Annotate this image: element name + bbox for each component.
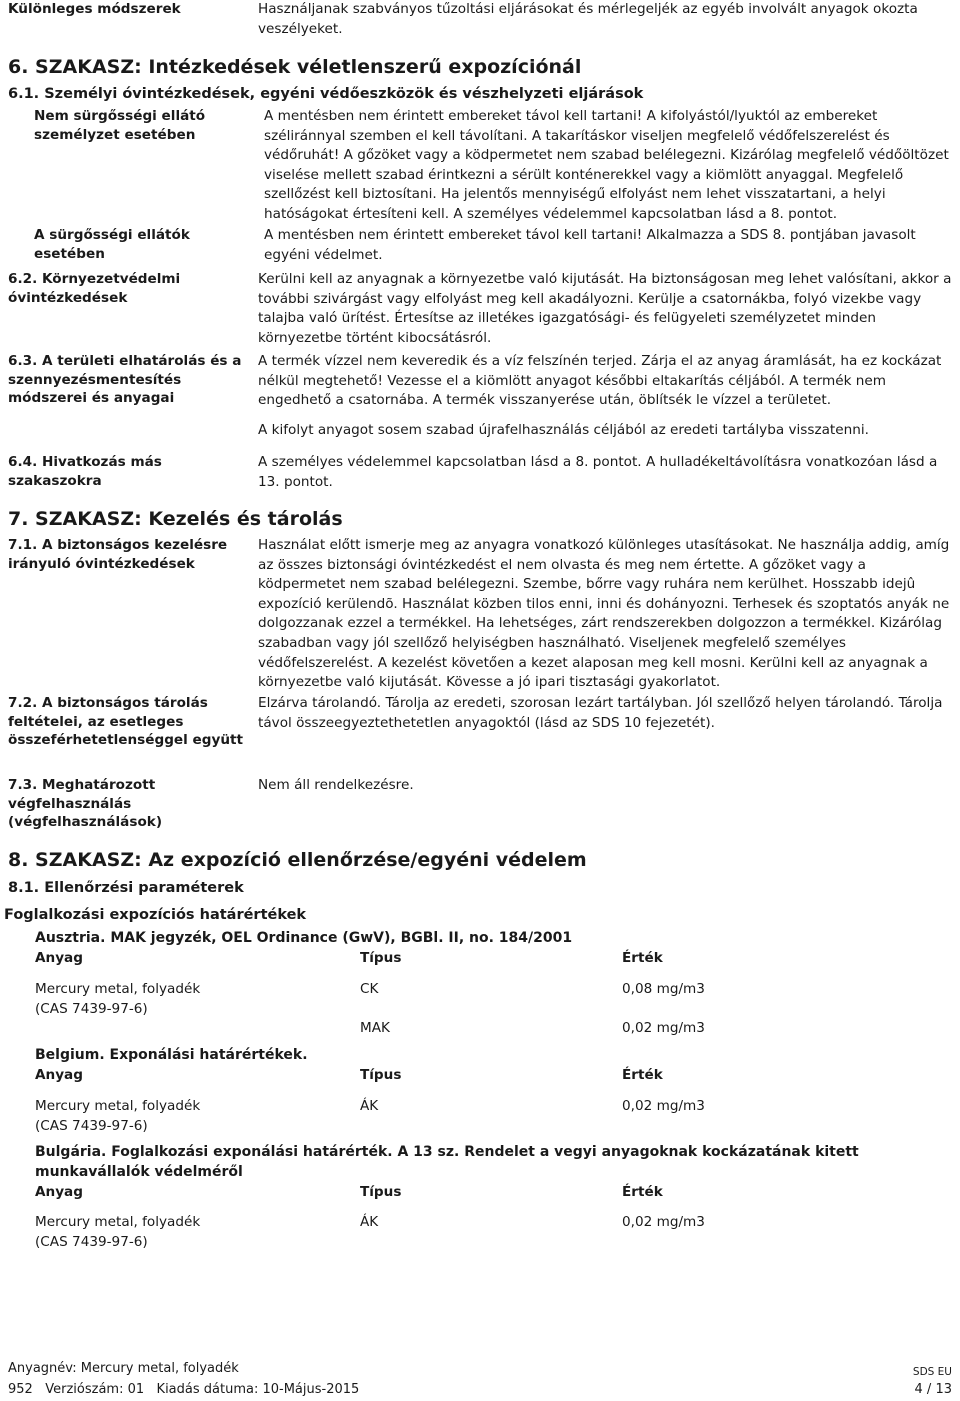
- footer-version: Verziószám: 01: [45, 1382, 145, 1397]
- section-7-title: 7. SZAKASZ: Kezelés és tárolás: [8, 508, 343, 530]
- oel-table-austria-title: Ausztria. MAK jegyzék, OEL Ordinance (GwV), BGBl. II, no. 184/2001: [35, 930, 573, 946]
- section-6-4-text: A személyes védelemmel kapcsolatban lásd a 8. pontot. A hulladékeltávolításra vonatkozóan lásd a 13. pontot.: [258, 454, 938, 490]
- special-methods-label: Különleges módszerek: [8, 1, 181, 17]
- table-row: [35, 1097, 935, 1139]
- substance-cas: (CAS 7439-97-6): [35, 1233, 148, 1250]
- column-header-type: Típus: [360, 950, 402, 966]
- column-header-value: Érték: [622, 1067, 663, 1083]
- table-row: [35, 1019, 935, 1039]
- footer-issue-date: Kiadás dátuma: 10-Május-2015: [156, 1382, 360, 1397]
- column-header-type: Típus: [360, 1067, 402, 1083]
- section-6-3-row: [8, 352, 952, 440]
- section-6-4-label: 6.4. Hivatkozás más szakaszokra: [8, 454, 162, 489]
- special-methods-text: Használjanak szabványos tűzoltási eljárásokat és mérlegeljék az egyéb involvált anyagok okozta veszélyeket.: [258, 1, 918, 37]
- oel-table-austria-header: [35, 949, 935, 969]
- emergency-label: A sürgősségi ellátók esetében: [34, 227, 190, 262]
- footer-sds-label: SDS EU: [912, 1366, 952, 1378]
- section-7-3-text: Nem áll rendelkezésre.: [258, 777, 414, 793]
- subsection-8-1-title: 8.1. Ellenőrzési paraméterek: [8, 880, 244, 896]
- footer-page-number: 4 / 13: [914, 1382, 952, 1397]
- section-7-1-row: [8, 536, 952, 693]
- section-7-3-row: [8, 776, 952, 832]
- limit-value: 0,02 mg/m3: [622, 1098, 705, 1114]
- limit-type: CK: [360, 981, 379, 997]
- column-header-substance: Anyag: [35, 950, 83, 966]
- section-7-3-label: 7.3. Meghatározott végfelhasználás (végfelhasználások): [8, 777, 163, 831]
- substance-cas: (CAS 7439-97-6): [35, 1000, 148, 1017]
- section-7-1-text: Használat előtt ismerje meg az anyagra vonatkozó különleges utasításokat. Ne használja addig, amíg az összes biztonsági óvintézkedést el nem olvasta és meg nem értette. A gőzöket vagy a ködpermetet nem szabad belélegezni. Szembe, bőrre vagy ruhára nem kerülhet. Hosszabb idejû expozíció kerülendõ. Használat közben tilos enni, inni és dohányozni. Terhesek és szoptatós anyák ne dolgozzanak ezzel a termékkel. Ha lehetséges, zárt rendszerekben dolgozzon a termékkel. Kizárólag szabadban vagy jól szellőző helyiségben használható. Viseljenek megfelelő személyes védőfelszerelést. A kezelést követően a kezet alaposan meg kell mosni. Kerülni kell az anyagnak a környezetbe való kijutását. Kövesse a jó ipari tisztasági gyakorlatot.: [258, 537, 950, 691]
- substance-name: Mercury metal, folyadék: [35, 981, 201, 997]
- section-7-1-label: 7.1. A biztonságos kezelésre irányuló óvintézkedések: [8, 537, 228, 572]
- footer-meta: [8, 1381, 359, 1398]
- column-header-type: Típus: [360, 1184, 402, 1200]
- special-methods-row: [8, 0, 952, 39]
- column-header-substance: Anyag: [35, 1184, 83, 1200]
- oel-table-belgium-header: [35, 1066, 935, 1086]
- limit-value: 0,08 mg/m3: [622, 981, 705, 997]
- oel-table-belgium-title: Belgium. Exponálási határértékek.: [35, 1047, 308, 1063]
- substance-name: Mercury metal, folyadék: [35, 1098, 201, 1114]
- footer-code: 952: [8, 1382, 33, 1397]
- limit-value: 0,02 mg/m3: [622, 1020, 705, 1036]
- section-6-3-text-2: A kifolyt anyagot sosem szabad újrafelhasználás céljából az eredeti tartályba visszatenni.: [258, 421, 869, 438]
- section-7-2-row: [8, 694, 952, 750]
- substance-cas: (CAS 7439-97-6): [35, 1117, 148, 1134]
- column-header-value: Érték: [622, 950, 663, 966]
- substance-name: Mercury metal, folyadék: [35, 1214, 201, 1230]
- column-header-value: Érték: [622, 1184, 663, 1200]
- oel-table-bulgaria-header: [35, 1183, 935, 1203]
- section-6-4-row: [8, 453, 952, 492]
- non-emergency-text: A mentésben nem érintett embereket távol kell tartani! A kifolyástól/lyuktól az embereket széliránnyal szemben el kell távolítani. A takarításkor viseljen megfelelő védőfelszerelést és védőruhát! A gőzöket vagy a ködpermetet nem szabad belélegezni. Kizárólag megfelelő védőöltözet viselése mellett szabad érintkezni a sérült konténerekkel vagy a kiömlött anyaggal. Megfelelő szellőzést kell biztosítani. Ha jelentős mennyiségű elfolyást nem lehet visszatartani, a helyi hatóságokat értesíteni kell. A személyes védelemmel kapcsolatban lásd a 8. pontot.: [264, 108, 949, 222]
- oel-heading: Foglalkozási expozíciós határértékek: [4, 907, 307, 923]
- limit-value: 0,02 mg/m3: [622, 1214, 705, 1230]
- limit-type: MAK: [360, 1020, 390, 1036]
- section-6-2-row: [8, 270, 952, 348]
- section-7-2-text: Elzárva tárolandó. Tárolja az eredeti, szorosan lezárt tartályban. Jól szellőző helyen tárolandó. Tárolja távol összeegyeztethetetlen anyagoktól (lásd az SDS 10 fejezetét).: [258, 695, 943, 731]
- limit-type: ÁK: [360, 1214, 379, 1230]
- table-row: [35, 980, 935, 1022]
- section-6-2-label: 6.2. Környezetvédelmi óvintézkedések: [8, 271, 181, 306]
- subsection-6-1-title: 6.1. Személyi óvintézkedések, egyéni védőeszközök és vészhelyzeti eljárások: [8, 86, 644, 102]
- non-emergency-label: Nem sürgősségi ellátó személyzet esetében: [34, 108, 206, 143]
- emergency-row: [8, 226, 952, 265]
- table-row: [35, 1213, 935, 1255]
- limit-type: ÁK: [360, 1098, 379, 1114]
- section-6-2-text: Kerülni kell az anyagnak a környezetbe való kijutását. Ha biztonságosan meg lehet valósítani, akkor a további szivárgást vagy elfolyást meg kell akadályozni. Kerülje a csatornákba, folyó vizekbe vagy talajba való ürítést. Értesítse az illetékes igazgatósági- és felügyeleti személyzetet minden környezetbe történt kibocsátásról.: [258, 271, 952, 346]
- footer-product-name: Anyagnév: Mercury metal, folyadék: [8, 1361, 239, 1376]
- section-8-title: 8. SZAKASZ: Az expozíció ellenőrzése/egyéni védelem: [8, 849, 587, 871]
- non-emergency-row: [8, 107, 952, 225]
- column-header-substance: Anyag: [35, 1067, 83, 1083]
- section-6-title: 6. SZAKASZ: Intézkedések véletlenszerű expozíciónál: [8, 56, 582, 78]
- section-6-3-text: [258, 352, 952, 440]
- section-6-3-text-1: A termék vízzel nem keveredik és a víz felszínén terjed. Zárja el az anyag áramlását, ha ez kockázat nélkül megtehető! Vezesse el a kiömlött anyagot későbbi eltakarítás céljából. A termék nem engedhető a csatornába. A termék visszanyerése után, öblítsék le vízzel a területet.: [258, 353, 942, 409]
- emergency-text: A mentésben nem érintett embereket távol kell tartani! Alkalmazza a SDS 8. pontjában javasolt egyéni védelmet.: [264, 227, 916, 263]
- section-6-3-label: 6.3. A területi elhatárolás és a szennyezésmentesítés módszerei és anyagai: [8, 353, 242, 407]
- section-7-2-label: 7.2. A biztonságos tárolás feltételei, az esetleges összeférhetetlenséggel együtt: [8, 695, 244, 749]
- oel-table-bulgaria-title: Bulgária. Foglalkozási exponálási határérték. A 13 sz. Rendelet a vegyi anyagoknak kockázatának kitett munkavállalók védelméről: [35, 1144, 859, 1180]
